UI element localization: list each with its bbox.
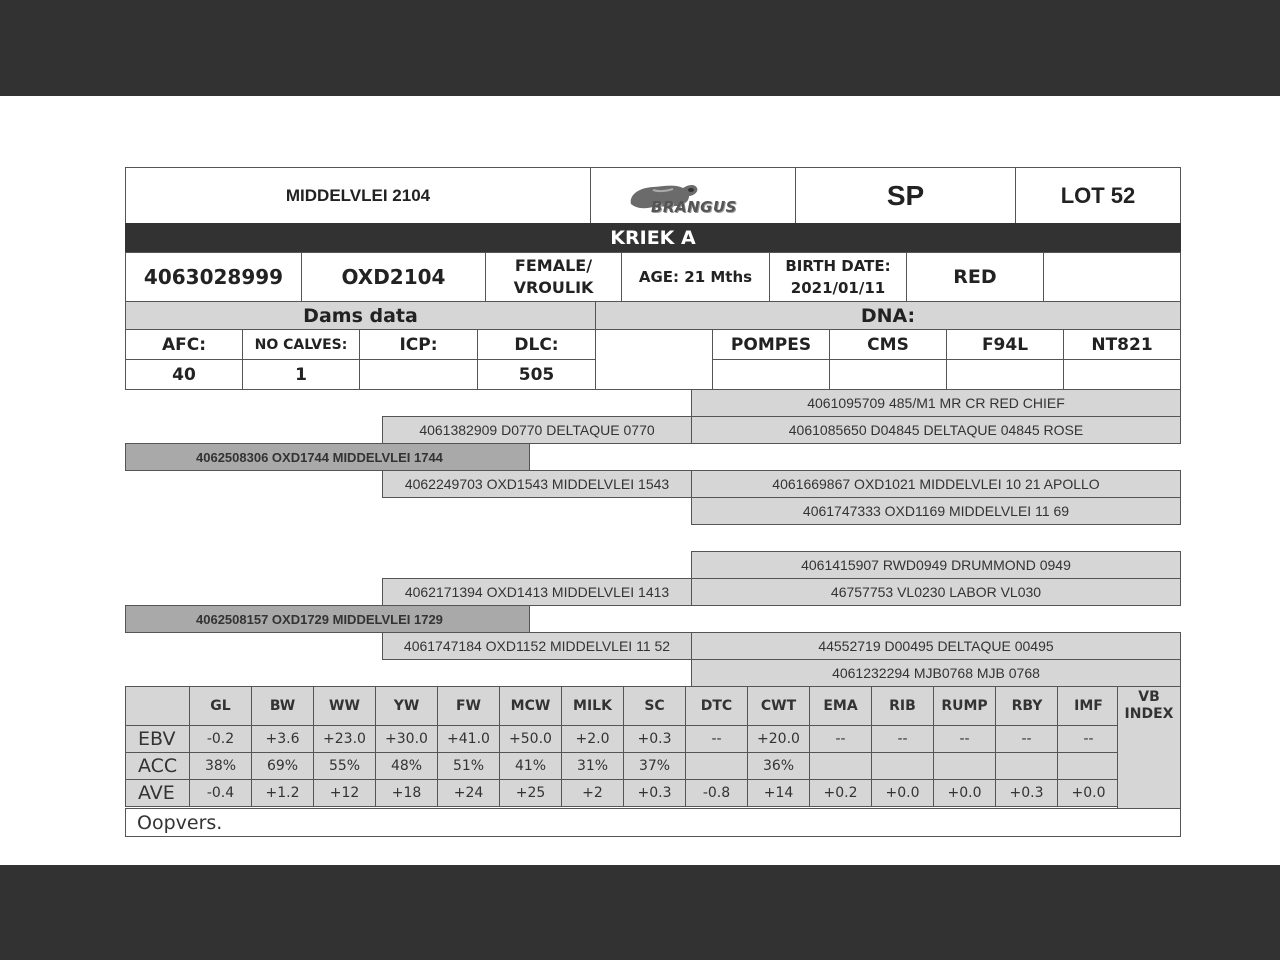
ebv-cell-acc-ema <box>809 752 872 780</box>
bottom-dark-bar <box>0 865 1280 960</box>
dna-value-nt821 <box>1063 359 1181 390</box>
ebv-row-label-ebv: EBV <box>125 725 190 753</box>
ebv-cell-acc-sc: 37% <box>623 752 686 780</box>
ebv-header-rib: RIB <box>871 686 934 726</box>
ebv-cell-ebv-gl: -0.2 <box>189 725 252 753</box>
ebv-cell-ebv-yw: +30.0 <box>375 725 438 753</box>
ebv-cell-ave-cwt: +14 <box>747 779 810 807</box>
ebv-cell-ave-rump: +0.0 <box>933 779 996 807</box>
pedigree-dss: 4061415907 RWD0949 DRUMMOND 0949 <box>691 551 1181 579</box>
pedigree-ddd: 4061232294 MJB0768 MJB 0768 <box>691 659 1181 687</box>
ebv-cell-acc-ww: 55% <box>313 752 376 780</box>
ebv-header-ww: WW <box>313 686 376 726</box>
ebv-header-rump: RUMP <box>933 686 996 726</box>
dna-value-f94l <box>946 359 1064 390</box>
ebv-cell-ebv-rump: -- <box>933 725 996 753</box>
pedigree-ssd: 4061085650 D04845 DELTAQUE 04845 ROSE <box>691 416 1181 444</box>
pedigree-dam-dam: 4061747184 OXD1152 MIDDELVLEI 11 52 <box>382 632 692 660</box>
ebv-cell-ave-milk: +2 <box>561 779 624 807</box>
pedigree-sire-dam: 4062249703 OXD1543 MIDDELVLEI 1543 <box>382 470 692 498</box>
ebv-cell-acc-yw: 48% <box>375 752 438 780</box>
birth-date-cell <box>769 252 907 302</box>
ebv-cell-ave-mcw: +25 <box>499 779 562 807</box>
dams-value-calves: 1 <box>242 359 360 390</box>
dna-value-cms <box>829 359 947 390</box>
dna-value-pompes <box>712 359 830 390</box>
ebv-cell-ave-bw: +1.2 <box>251 779 314 807</box>
pedigree-dam-sire: 4062171394 OXD1413 MIDDELVLEI 1413 <box>382 578 692 606</box>
dams-header-icp: ICP: <box>359 329 478 360</box>
dna-header-f94l: F94L <box>946 329 1064 360</box>
ebv-header-dtc: DTC <box>685 686 748 726</box>
dams-title: Dams data <box>125 301 596 330</box>
dna-header-pompes: POMPES <box>712 329 830 360</box>
ebv-cell-acc-cwt: 36% <box>747 752 810 780</box>
ebv-header-bw: BW <box>251 686 314 726</box>
ebv-header-ema: EMA <box>809 686 872 726</box>
ebv-cell-ave-ema: +0.2 <box>809 779 872 807</box>
ebv-cell-ave-gl: -0.4 <box>189 779 252 807</box>
top-dark-bar <box>0 0 1280 96</box>
brangus-logo <box>590 167 796 224</box>
vb-index-line1: VB <box>1138 689 1160 705</box>
ebv-cell-acc-milk: 31% <box>561 752 624 780</box>
ebv-header-milk: MILK <box>561 686 624 726</box>
ebv-cell-ebv-rby: -- <box>995 725 1058 753</box>
ebv-header-sc: SC <box>623 686 686 726</box>
birth-label: BIRTH DATE: <box>785 257 891 275</box>
ebv-cell-ave-ww: +12 <box>313 779 376 807</box>
dams-header-dlc: DLC: <box>477 329 596 360</box>
ebv-cell-ebv-milk: +2.0 <box>561 725 624 753</box>
ebv-cell-ave-fw: +24 <box>437 779 500 807</box>
ebv-row-label-acc: ACC <box>125 752 190 780</box>
pedigree-dds: 44552719 D00495 DELTAQUE 00495 <box>691 632 1181 660</box>
vb-index-line2: INDEX <box>1124 706 1174 722</box>
ebv-cell-ebv-bw: +3.6 <box>251 725 314 753</box>
sex-cell <box>485 252 622 302</box>
ebv-cell-ave-rib: +0.0 <box>871 779 934 807</box>
ebv-header-cwt: CWT <box>747 686 810 726</box>
pedigree-sire: 4062508306 OXD1744 MIDDELVLEI 1744 <box>125 443 530 471</box>
birth-date: 2021/01/11 <box>790 279 886 297</box>
dna-header-nt821: NT821 <box>1063 329 1181 360</box>
ebv-row-label-ave: AVE <box>125 779 190 807</box>
dams-value-icp <box>359 359 478 390</box>
ebv-cell-ave-rby: +0.3 <box>995 779 1058 807</box>
pedigree-sire-sire: 4061382909 D0770 DELTAQUE 0770 <box>382 416 692 444</box>
ebv-cell-acc-bw: 69% <box>251 752 314 780</box>
ebv-corner <box>125 686 190 726</box>
animal-name: MIDDELVLEI 2104 <box>125 167 591 224</box>
logo-text: BRANGUS <box>651 198 737 216</box>
dams-value-dlc: 505 <box>477 359 596 390</box>
ebv-cell-ebv-imf: -- <box>1057 725 1120 753</box>
dams-header-calves: NO CALVES: <box>242 329 360 360</box>
sex-line2: VROULIK <box>513 278 594 297</box>
ebv-cell-acc-imf <box>1057 752 1120 780</box>
ebv-cell-ave-sc: +0.3 <box>623 779 686 807</box>
ebv-header-fw: FW <box>437 686 500 726</box>
ebv-cell-ebv-cwt: +20.0 <box>747 725 810 753</box>
dams-header-afc: AFC: <box>125 329 243 360</box>
ebv-cell-ave-yw: +18 <box>375 779 438 807</box>
ebv-cell-ebv-mcw: +50.0 <box>499 725 562 753</box>
ebv-header-gl: GL <box>189 686 252 726</box>
ebv-header-mcw: MCW <box>499 686 562 726</box>
ebv-cell-ebv-sc: +0.3 <box>623 725 686 753</box>
dna-title: DNA: <box>595 301 1181 330</box>
pedigree-sds: 4061669867 OXD1021 MIDDELVLEI 10 21 APOLLO <box>691 470 1181 498</box>
ebv-cell-ave-dtc: -0.8 <box>685 779 748 807</box>
ebv-cell-acc-dtc <box>685 752 748 780</box>
lot-label: LOT 52 <box>1015 167 1181 224</box>
ebv-header-yw: YW <box>375 686 438 726</box>
ebv-cell-acc-gl: 38% <box>189 752 252 780</box>
pedigree-sdd: 4061747333 OXD1169 MIDDELVLEI 11 69 <box>691 497 1181 525</box>
title-band: KRIEK A <box>125 223 1181 253</box>
dna-header-cms: CMS <box>829 329 947 360</box>
age-cell: AGE: 21 Mths <box>621 252 770 302</box>
ebv-cell-acc-rump <box>933 752 996 780</box>
identity-extra-cell <box>1043 252 1181 302</box>
ebv-cell-ebv-ww: +23.0 <box>313 725 376 753</box>
ebv-cell-ave-imf: +0.0 <box>1057 779 1120 807</box>
remarks-row: Oopvers. <box>125 808 1181 837</box>
pedigree-dsd: 46757753 VL0230 LABOR VL030 <box>691 578 1181 606</box>
grade-label: SP <box>795 167 1016 224</box>
ebv-cell-acc-mcw: 41% <box>499 752 562 780</box>
pedigree-dam: 4062508157 OXD1729 MIDDELVLEI 1729 <box>125 605 530 633</box>
ebv-cell-acc-fw: 51% <box>437 752 500 780</box>
ebv-cell-ebv-rib: -- <box>871 725 934 753</box>
registration-number: 4063028999 <box>125 252 302 302</box>
pedigree-sss: 4061095709 485/M1 MR CR RED CHIEF <box>691 389 1181 417</box>
ebv-cell-ebv-ema: -- <box>809 725 872 753</box>
ebv-header-imf: IMF <box>1057 686 1120 726</box>
colour-cell: RED <box>906 252 1044 302</box>
ebv-cell-acc-rib <box>871 752 934 780</box>
ebv-cell-ebv-fw: +41.0 <box>437 725 500 753</box>
vb-index-header <box>1125 689 1174 723</box>
ebv-cell-ebv-dtc: -- <box>685 725 748 753</box>
sex-line1: FEMALE/ <box>514 256 593 275</box>
tag-number: OXD2104 <box>301 252 486 302</box>
dams-value-afc: 40 <box>125 359 243 390</box>
ebv-header-rby: RBY <box>995 686 1059 726</box>
dna-blank-cell <box>595 329 713 390</box>
ebv-cell-acc-rby <box>995 752 1058 780</box>
vb-index-cell <box>1117 686 1181 809</box>
